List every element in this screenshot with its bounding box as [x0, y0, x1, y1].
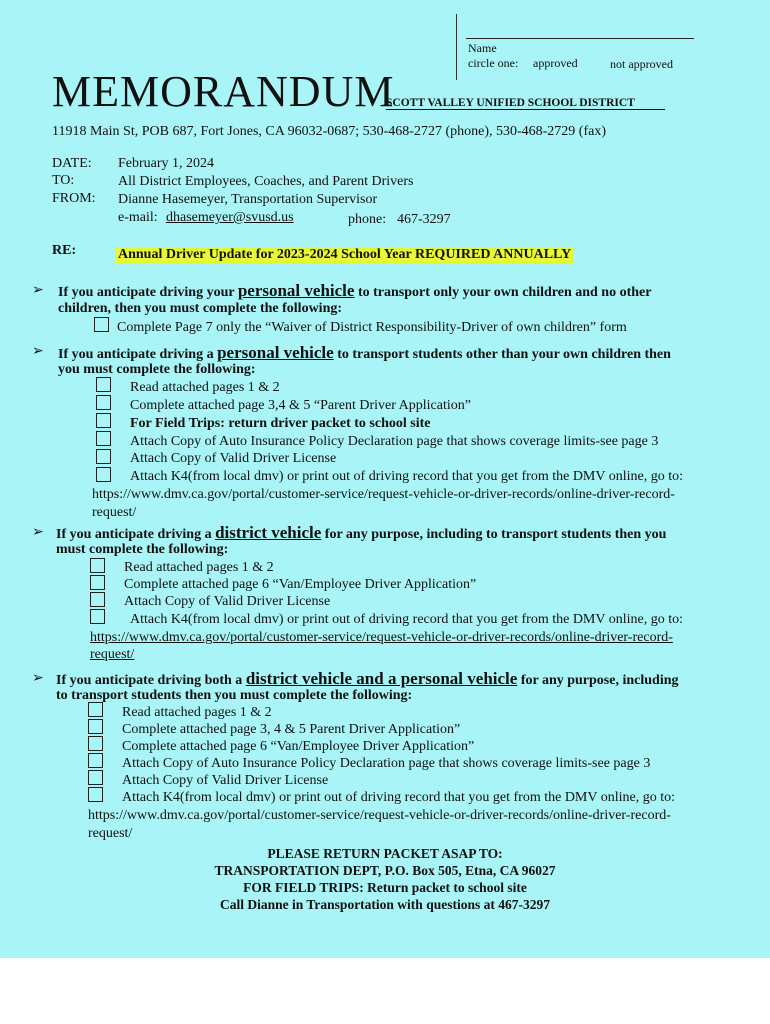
section-4-item: Attach K4(from local dmv) or print out of driving record that you get from the DMV online, go to:: [122, 790, 676, 805]
section-3-item: Complete attached page 6 “Van/Employee Driver Application”: [124, 577, 477, 592]
checkbox[interactable]: [96, 377, 111, 392]
checkbox[interactable]: [88, 736, 103, 751]
section-2-item: Attach Copy of Auto Insurance Policy Declaration page that shows coverage limits-see page 3: [130, 434, 659, 449]
date-value: February 1, 2024: [118, 156, 215, 171]
section-2-item: Complete attached page 3,4 & 5 “Parent Driver Application”: [130, 398, 471, 413]
checkbox[interactable]: [88, 787, 103, 802]
footer-return-heading: PLEASE RETURN PACKET ASAP TO:: [267, 846, 503, 861]
section-4-item: Attach Copy of Valid Driver License: [122, 773, 329, 788]
name-signature-line: [466, 38, 694, 39]
section-1-heading: If you anticipate driving your personal vehicle to transport only your own children and no other: [58, 281, 652, 300]
checkbox[interactable]: [96, 413, 111, 428]
checkbox[interactable]: [90, 558, 105, 573]
checkbox[interactable]: [88, 770, 103, 785]
from-value: Dianne Hasemeyer, Transportation Supervisor: [118, 192, 378, 207]
section-1-line2: children, then you must complete the following:: [58, 301, 343, 316]
not-approved-option: not approved: [610, 57, 673, 71]
checkbox[interactable]: [96, 395, 111, 410]
from-label: FROM:: [52, 191, 96, 206]
checkbox[interactable]: [90, 575, 105, 590]
section-2-heading: If you anticipate driving a personal vehicle to transport students other than your own children then: [58, 343, 671, 362]
email-label: e-mail:: [118, 210, 158, 225]
checkbox[interactable]: [90, 592, 105, 607]
section-3-item: Read attached pages 1 & 2: [124, 560, 274, 575]
dmv-url-link[interactable]: https://www.dmv.ca.gov/portal/customer-service/request-vehicle-or-driver-records/online-driver-record-: [90, 630, 673, 645]
section-4-item: Complete attached page 6 “Van/Employee Driver Application”: [122, 739, 475, 754]
section-4-line2: to transport students then you must complete the following:: [56, 688, 413, 703]
arrow-bullet-icon: ➢: [32, 671, 44, 686]
re-label: RE:: [52, 243, 77, 258]
arrow-bullet-icon: ➢: [32, 344, 44, 359]
approved-option: approved: [533, 56, 578, 70]
re-subject: Annual Driver Update for 2023-2024 School Year REQUIRED ANNUALLY: [118, 247, 572, 262]
section-4-item: Attach Copy of Auto Insurance Policy Declaration page that shows coverage limits-see page 3: [122, 756, 651, 771]
date-label: DATE:: [52, 156, 92, 171]
checkbox[interactable]: [96, 467, 111, 482]
arrow-bullet-icon: ➢: [32, 525, 44, 540]
section-2-vehicle: personal vehicle: [217, 343, 334, 362]
section-4-item: Read attached pages 1 & 2: [122, 705, 272, 720]
dmv-url-link-end[interactable]: request/: [88, 826, 133, 841]
name-label: Name: [468, 41, 497, 55]
section-3-vehicle: district vehicle: [215, 523, 322, 542]
phone-label: phone:: [348, 212, 387, 227]
section-3-item: Attach Copy of Valid Driver License: [124, 594, 331, 609]
district-address: 11918 Main St, POB 687, Fort Jones, CA 96032-0687; 530-468-2727 (phone), 530-468-2729 (fax): [52, 124, 607, 139]
footer-address: TRANSPORTATION DEPT, P.O. Box 505, Etna, CA 96027: [214, 863, 556, 878]
checkbox[interactable]: [90, 609, 105, 624]
checkbox[interactable]: [88, 753, 103, 768]
to-label: TO:: [52, 173, 75, 188]
dmv-url-link-end[interactable]: request/: [90, 647, 135, 662]
section-1-vehicle: personal vehicle: [237, 281, 355, 300]
section-4-heading: If you anticipate driving both a district vehicle and a personal vehicle for any purpose, including: [56, 669, 679, 688]
checkbox[interactable]: [94, 317, 109, 332]
email-link[interactable]: dhasemeyer@svusd.us: [166, 210, 294, 225]
arrow-bullet-icon: ➢: [32, 283, 44, 298]
district-name: SCOTT VALLEY UNIFIED SCHOOL DISTRICT: [386, 97, 665, 110]
section-3-item: Attach K4(from local dmv) or print out of driving record that you get from the DMV online, go to:: [130, 612, 684, 627]
checkbox[interactable]: [88, 702, 103, 717]
section-3-line2: must complete the following:: [56, 542, 229, 557]
section-2-item: Attach K4(from local dmv) or print out of driving record that you get from the DMV online, go to:: [130, 469, 684, 484]
section-2-item: For Field Trips: return driver packet to school site: [130, 416, 431, 431]
section-2-item: Read attached pages 1 & 2: [130, 380, 280, 395]
section-2-line2: you must complete the following:: [58, 362, 256, 377]
footer-contact: Call Dianne in Transportation with questions at 467-3297: [220, 897, 550, 912]
section-2-item: Attach Copy of Valid Driver License: [130, 451, 337, 466]
checkbox[interactable]: [96, 449, 111, 464]
section-4-item: Complete attached page 3, 4 & 5 Parent Driver Application”: [122, 722, 461, 737]
section-1-item: Complete Page 7 only the “Waiver of District Responsibility-Driver of own children” form: [117, 320, 627, 335]
section-3-heading: If you anticipate driving a district vehicle for any purpose, including to transport students then you: [56, 523, 667, 542]
checkbox[interactable]: [96, 431, 111, 446]
dmv-url-link-end[interactable]: request/: [92, 505, 137, 520]
memo-title: MEMORANDUM: [52, 67, 395, 116]
dmv-url-link[interactable]: https://www.dmv.ca.gov/portal/customer-service/request-vehicle-or-driver-records/online-driver-record-: [92, 487, 675, 502]
section-4-vehicle: district vehicle and a personal vehicle: [245, 669, 518, 688]
dmv-url-link[interactable]: https://www.dmv.ca.gov/portal/customer-service/request-vehicle-or-driver-records/online-driver-record-: [88, 808, 671, 823]
phone-value: 467-3297: [397, 212, 451, 227]
checkbox[interactable]: [88, 719, 103, 734]
to-value: All District Employees, Coaches, and Parent Drivers: [118, 174, 414, 189]
footer-field-trips: FOR FIELD TRIPS: Return packet to school site: [243, 880, 527, 895]
circle-one-label: circle one:: [468, 56, 519, 70]
